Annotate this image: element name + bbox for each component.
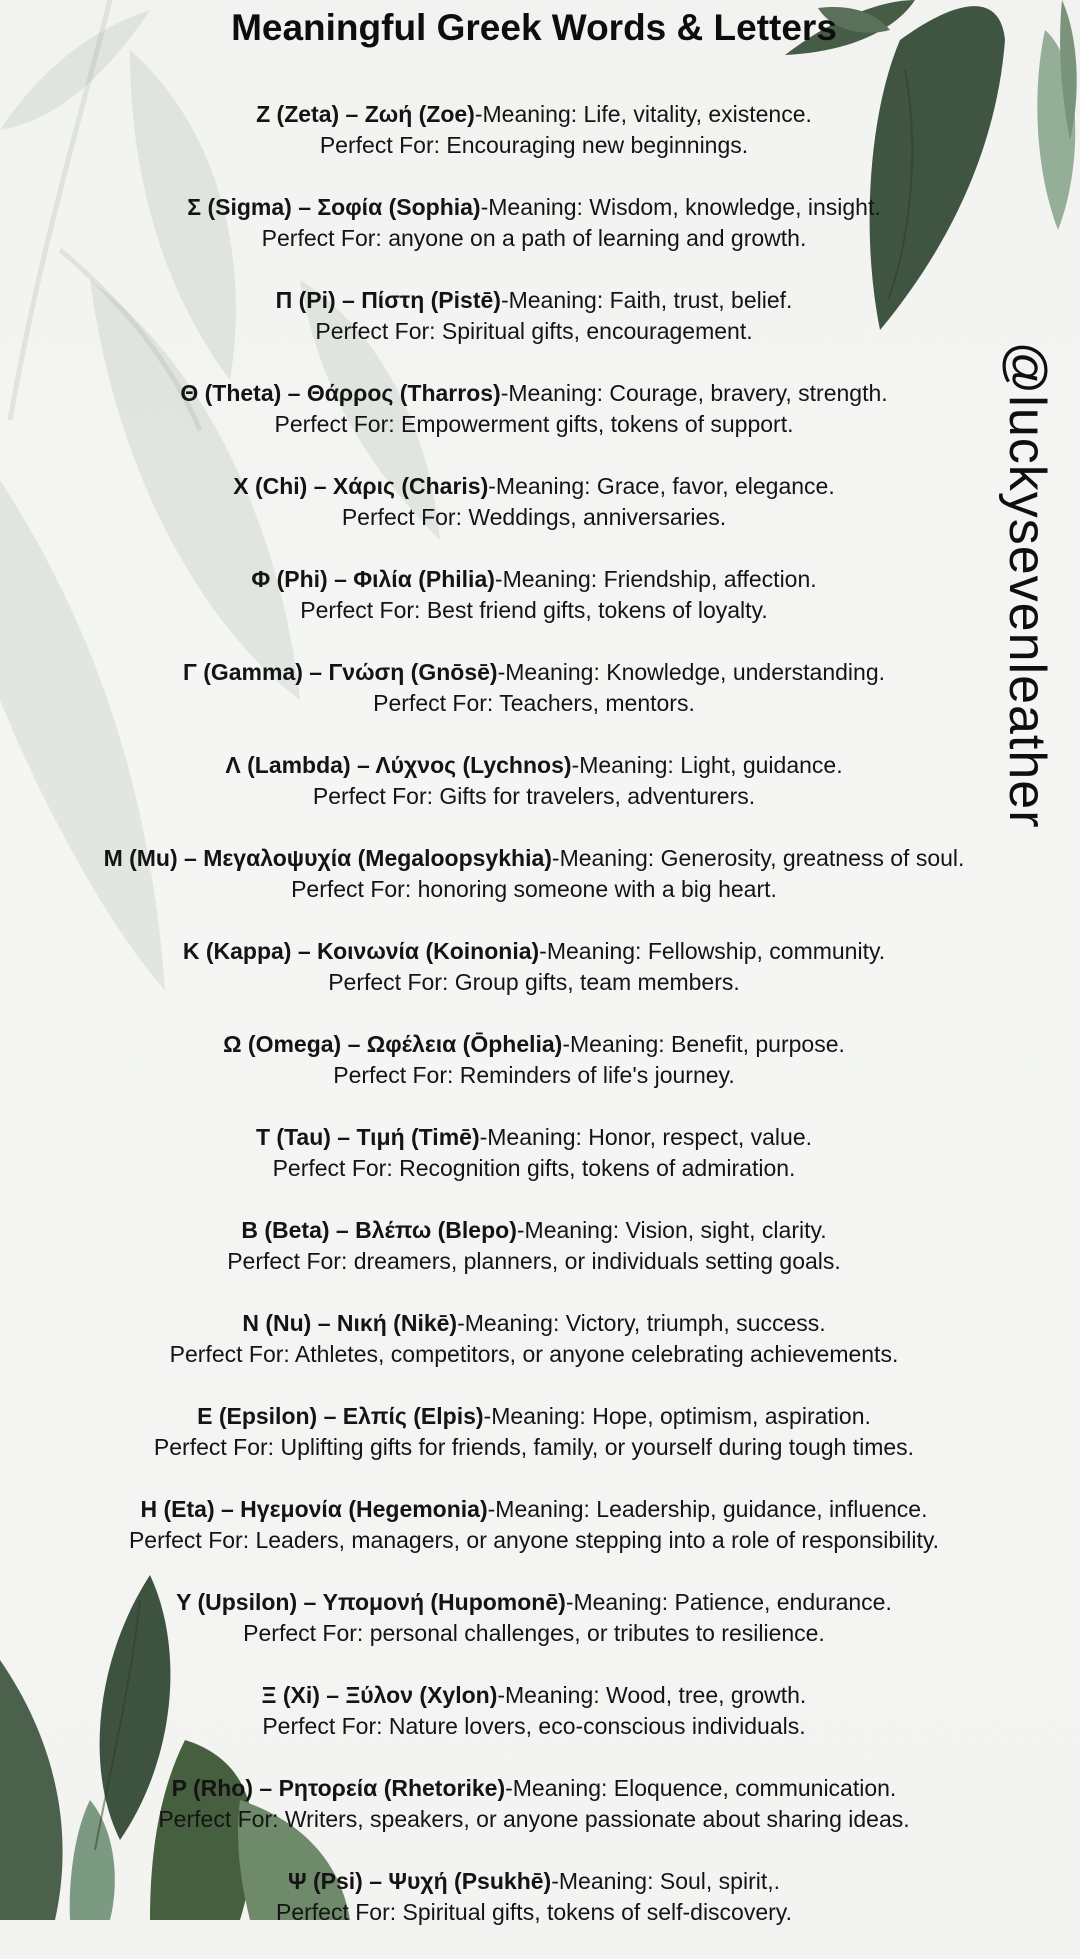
entry-heading-line <box>0 1494 1068 1525</box>
word-meaning: -Meaning: Eloquence, communication. <box>505 1775 897 1801</box>
word-meaning: -Meaning: Faith, trust, belief. <box>500 287 793 313</box>
entry-heading-line <box>0 657 1068 688</box>
letter-and-word: Ω (Omega) – Ωφέλεια (Ōphelia) <box>223 1031 563 1057</box>
letter-and-word: Θ (Theta) – Θάρρος (Tharros) <box>180 380 501 406</box>
entry-heading-line <box>0 843 1068 874</box>
letter-and-word: P (Rho) – Ρητορεία (Rhetorike) <box>171 1775 506 1801</box>
word-meaning: -Meaning: Life, vitality, existence. <box>474 101 812 127</box>
entry-heading-line <box>0 471 1068 502</box>
entry-heading-line <box>0 936 1068 967</box>
perfect-for-line: Perfect For: Spiritual gifts, tokens of self-discovery. <box>276 1899 792 1925</box>
perfect-for-line: Perfect For: Recognition gifts, tokens of admiration. <box>272 1155 796 1181</box>
perfect-for-line: Perfect For: Group gifts, team members. <box>328 969 740 995</box>
perfect-for-line: Perfect For: Spiritual gifts, encouragement. <box>315 318 753 344</box>
word-meaning: -Meaning: Courage, bravery, strength. <box>500 380 888 406</box>
letter-and-word: Φ (Phi) – Φιλία (Philia) <box>251 566 495 592</box>
word-meaning: -Meaning: Vision, sight, clarity. <box>516 1217 827 1243</box>
letter-and-word: H (Eta) – Ηγεμονία (Hegemonia) <box>140 1496 488 1522</box>
letter-and-word: Π (Pi) – Πίστη (Pistē) <box>275 287 501 313</box>
word-meaning: -Meaning: Patience, endurance. <box>565 1589 892 1615</box>
word-meaning: -Meaning: Benefit, purpose. <box>562 1031 845 1057</box>
word-meaning: -Meaning: Knowledge, understanding. <box>497 659 886 685</box>
word-meaning: -Meaning: Generosity, greatness of soul. <box>551 845 965 871</box>
perfect-for-line: Perfect For: Best friend gifts, tokens of loyalty. <box>300 597 768 623</box>
word-entry <box>0 1215 1068 1308</box>
greek-word-list <box>0 99 1068 1959</box>
entry-heading-line <box>0 192 1068 223</box>
word-entry <box>0 1494 1068 1587</box>
word-entry <box>0 564 1068 657</box>
perfect-for-line: Perfect For: Encouraging new beginnings. <box>319 132 749 158</box>
entry-heading-line <box>0 1215 1068 1246</box>
word-meaning: -Meaning: Victory, triumph, success. <box>457 1310 826 1336</box>
word-meaning: -Meaning: Wisdom, knowledge, insight. <box>480 194 881 220</box>
perfect-for-line: Perfect For: personal challenges, or tributes to resilience. <box>243 1620 825 1646</box>
entry-heading-line <box>0 1401 1068 1432</box>
page-title: Meaningful Greek Words & Letters <box>231 7 837 48</box>
entry-heading-line <box>0 1587 1068 1618</box>
word-entry <box>0 1122 1068 1215</box>
word-meaning: -Meaning: Grace, favor, elegance. <box>488 473 835 499</box>
perfect-for-line: Perfect For: Nature lovers, eco-conscious individuals. <box>262 1713 806 1739</box>
letter-and-word: Λ (Lambda) – Λύχνος (Lychnos) <box>225 752 572 778</box>
letter-and-word: Σ (Sigma) – Σοφία (Sophia) <box>187 194 481 220</box>
perfect-for-line: Perfect For: Uplifting gifts for friends, family, or yourself during tough times. <box>153 1434 915 1460</box>
entry-heading-line <box>0 1122 1068 1153</box>
word-entry <box>0 750 1068 843</box>
perfect-for-line: Perfect For: honoring someone with a big heart. <box>291 876 777 902</box>
word-meaning: -Meaning: Fellowship, community. <box>539 938 886 964</box>
word-entry <box>0 1401 1068 1494</box>
letter-and-word: X (Chi) – Χάρις (Charis) <box>233 473 489 499</box>
word-meaning: -Meaning: Leadership, guidance, influence. <box>487 1496 928 1522</box>
word-meaning: -Meaning: Hope, optimism, aspiration. <box>483 1403 871 1429</box>
letter-and-word: Z (Zeta) – Ζωή (Zoe) <box>256 101 475 127</box>
letter-and-word: E (Epsilon) – Ελπίς (Elpis) <box>197 1403 484 1429</box>
word-entry <box>0 936 1068 1029</box>
perfect-for-line: Perfect For: Reminders of life's journey. <box>333 1062 735 1088</box>
entry-heading-line <box>0 1866 1068 1897</box>
letter-and-word: T (Tau) – Τιμή (Timē) <box>255 1124 480 1150</box>
word-meaning: -Meaning: Light, guidance. <box>571 752 843 778</box>
perfect-for-line: Perfect For: Weddings, anniversaries. <box>341 504 727 530</box>
letter-and-word: M (Mu) – Μεγαλοψυχία (Megaloopsykhia) <box>103 845 552 871</box>
entry-heading-line <box>0 1680 1068 1711</box>
letter-and-word: B (Beta) – Βλέπω (Blepo) <box>241 1217 517 1243</box>
word-entry <box>0 1308 1068 1401</box>
word-meaning: -Meaning: Wood, tree, growth. <box>497 1682 807 1708</box>
word-entry <box>0 1029 1068 1122</box>
word-meaning: -Meaning: Friendship, affection. <box>494 566 817 592</box>
social-handle-watermark: @luckysevenleather <box>998 341 1056 829</box>
letter-and-word: Ξ (Xi) – Ξύλον (Xylon) <box>261 1682 498 1708</box>
word-entry <box>0 657 1068 750</box>
word-meaning: -Meaning: Soul, spirit,. <box>551 1868 781 1894</box>
perfect-for-line: Perfect For: Athletes, competitors, or anyone celebrating achievements. <box>169 1341 899 1367</box>
entry-heading-line <box>0 99 1068 130</box>
entry-heading-line <box>0 285 1068 316</box>
entry-heading-line <box>0 1773 1068 1804</box>
perfect-for-line: Perfect For: Writers, speakers, or anyone passionate about sharing ideas. <box>158 1806 910 1832</box>
word-meaning: -Meaning: Honor, respect, value. <box>479 1124 813 1150</box>
word-entry <box>0 285 1068 378</box>
word-entry <box>0 1773 1068 1866</box>
perfect-for-line: Perfect For: Gifts for travelers, adventurers. <box>312 783 756 809</box>
perfect-for-line: Perfect For: Empowerment gifts, tokens of support. <box>274 411 794 437</box>
perfect-for-line: Perfect For: Teachers, mentors. <box>373 690 695 716</box>
word-entry <box>0 471 1068 564</box>
word-entry <box>0 843 1068 936</box>
perfect-for-line: Perfect For: anyone on a path of learning and growth. <box>261 225 807 251</box>
word-entry <box>0 1680 1068 1773</box>
perfect-for-line: Perfect For: dreamers, planners, or individuals setting goals. <box>227 1248 841 1274</box>
entry-heading-line <box>0 750 1068 781</box>
entry-heading-line <box>0 564 1068 595</box>
word-entry <box>0 99 1068 192</box>
perfect-for-line: Perfect For: Leaders, managers, or anyone stepping into a role of responsibility. <box>128 1527 940 1553</box>
word-entry <box>0 378 1068 471</box>
word-entry <box>0 1866 1068 1959</box>
letter-and-word: Y (Upsilon) – Υπομονή (Hupomonē) <box>176 1589 566 1615</box>
entry-heading-line <box>0 1308 1068 1339</box>
letter-and-word: K (Kappa) – Κοινωνία (Koinonia) <box>182 938 540 964</box>
entry-heading-line <box>0 378 1068 409</box>
letter-and-word: Ψ (Psi) – Ψυχή (Psukhē) <box>287 1868 552 1894</box>
letter-and-word: Γ (Gamma) – Γνώση (Gnōsē) <box>182 659 498 685</box>
word-entry <box>0 192 1068 285</box>
word-entry <box>0 1587 1068 1680</box>
letter-and-word: N (Nu) – Νική (Nikē) <box>242 1310 458 1336</box>
entry-heading-line <box>0 1029 1068 1060</box>
